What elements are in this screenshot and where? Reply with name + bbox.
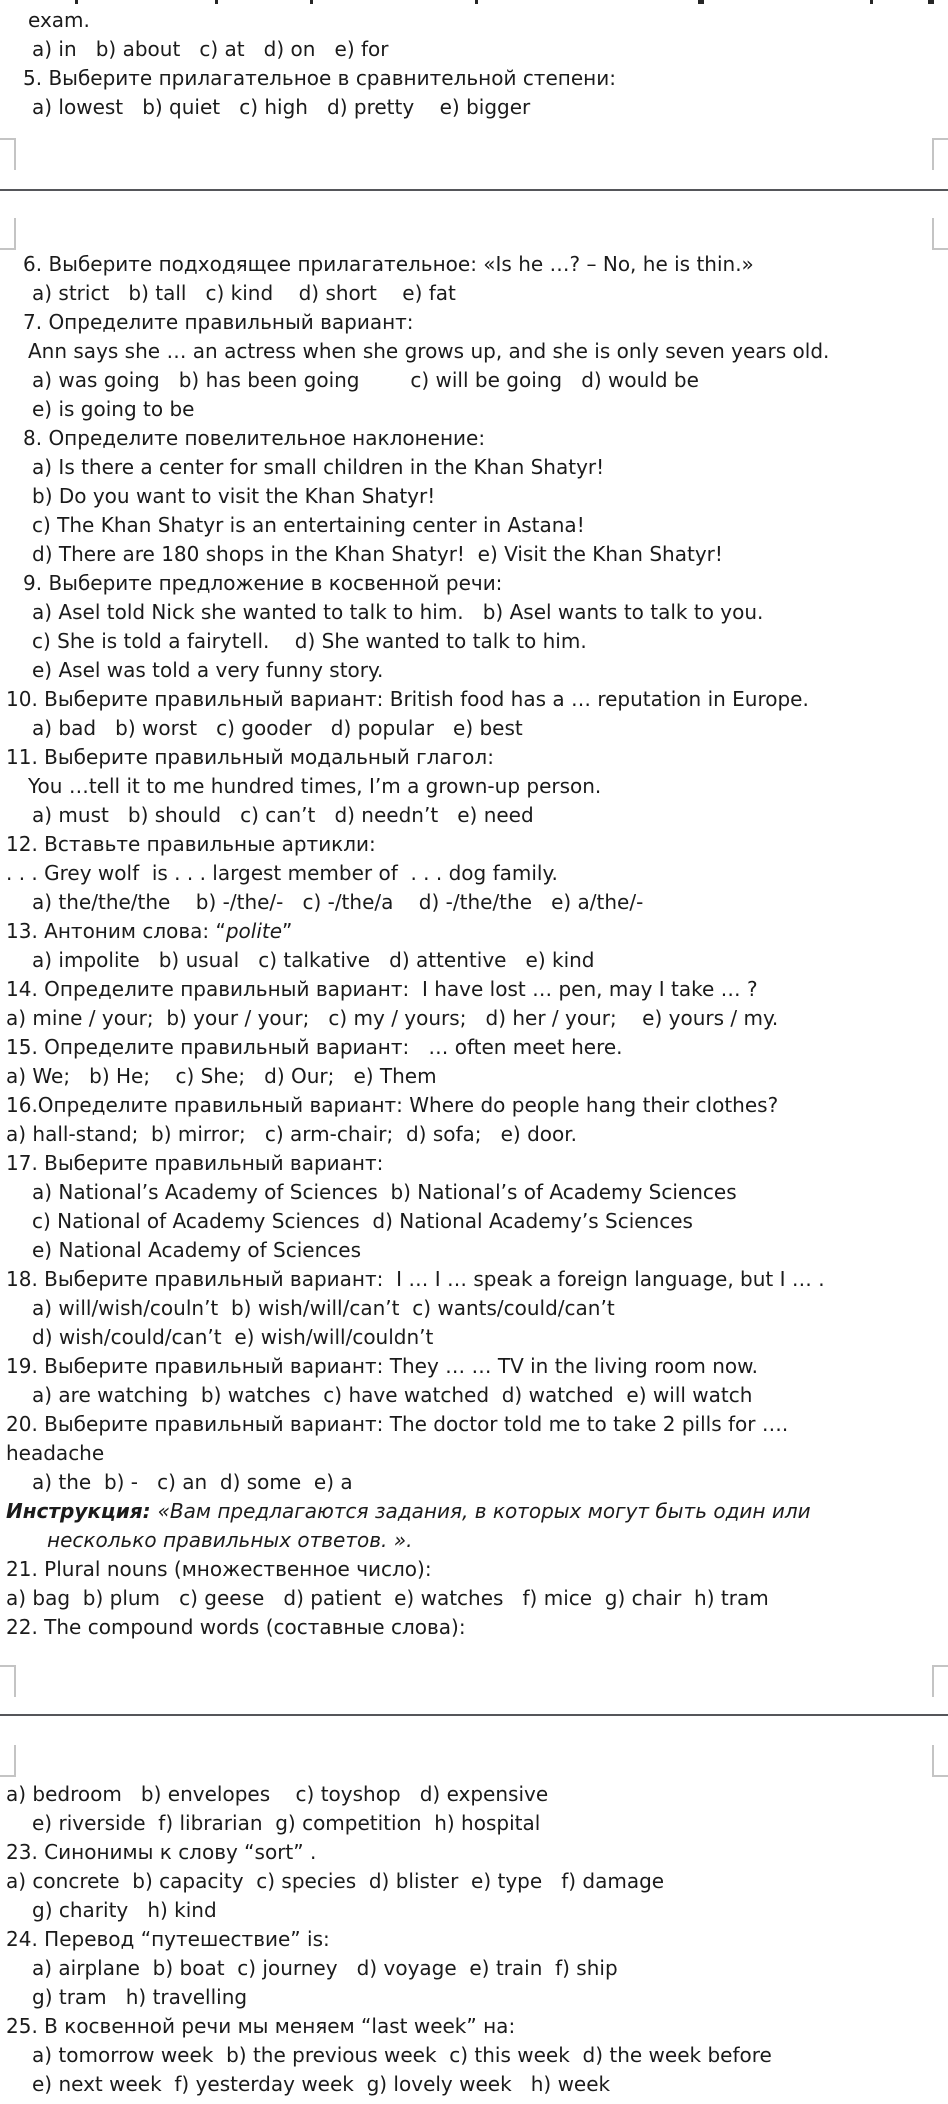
text-line	[0, 1120, 948, 1149]
text-line	[0, 2041, 948, 2070]
text-line	[0, 1381, 948, 1410]
text-line	[0, 1323, 948, 1352]
text-run: You …tell it to me hundred times, I’m a grown-up person.	[28, 774, 602, 798]
text-line	[0, 656, 948, 685]
text-line	[0, 1468, 948, 1497]
text-run: 11. Выберите правильный модальный глагол:	[6, 745, 494, 769]
letter-fragment	[870, 0, 873, 4]
text-run: c) National of Academy Sciences d) National Academy’s Sciences	[32, 1209, 693, 1233]
page-bottom-left-corner-mark	[0, 138, 16, 170]
text-line	[0, 975, 948, 1004]
text-run: a) airplane b) boat c) journey d) voyage e) train f) ship	[32, 1956, 618, 1980]
text-line	[0, 308, 948, 337]
text-line	[0, 1033, 948, 1062]
text-line	[0, 598, 948, 627]
text-line	[0, 64, 948, 93]
text-run: c) The Khan Shatyr is an entertaining center in Astana!	[32, 513, 585, 537]
text-line	[0, 1149, 948, 1178]
text-line	[0, 1439, 948, 1468]
text-run: a) hall-stand; b) mirror; c) arm-chair; d) sofa; e) door.	[6, 1122, 577, 1146]
text-run: d) wish/could/can’t e) wish/will/couldn’t	[32, 1325, 434, 1349]
text-line	[0, 1207, 948, 1236]
text-run: e) National Academy of Sciences	[32, 1238, 362, 1262]
page-top-right-corner-mark	[932, 1745, 948, 1777]
text-run: 10. Выберите правильный вариант: British food has a … reputation in Europe.	[6, 687, 809, 711]
document-text	[0, 6, 948, 2099]
page-bottom-right-corner-mark	[932, 138, 948, 170]
text-line	[0, 714, 948, 743]
text-line	[0, 1062, 948, 1091]
text-line	[0, 772, 948, 801]
text-line	[0, 1352, 948, 1381]
text-run: 5. Выберите прилагательное в сравнительной степени:	[23, 66, 616, 90]
text-line	[0, 1526, 948, 1555]
text-line	[0, 1925, 948, 1954]
text-line	[0, 2012, 948, 2041]
text-line	[0, 1867, 948, 1896]
text-line	[0, 35, 948, 64]
text-run: g) tram h) travelling	[32, 1985, 248, 2009]
page-top-left-corner-mark	[0, 1745, 16, 1777]
page-break	[0, 122, 948, 250]
text-run: 6. Выберите подходящее прилагательное: «Is he …? – No, he is thin.»	[23, 252, 754, 276]
text-run: a) was going b) has been going c) will be going d) would be	[32, 368, 699, 392]
text-line	[0, 366, 948, 395]
text-run: Ann says she … an actress when she grows up, and she is only seven years old.	[28, 339, 830, 363]
text-line	[0, 1954, 948, 1983]
text-line	[0, 801, 948, 830]
text-run: a) the/the/the b) -/the/- c) -/the/a d) -/the/the e) a/the/-	[32, 890, 644, 914]
page-divider-line	[0, 189, 948, 191]
text-run: a) are watching b) watches c) have watched d) watched e) will watch	[32, 1383, 753, 1407]
text-run: 8. Определите повелительное наклонение:	[23, 426, 486, 450]
text-run: g) charity h) kind	[32, 1898, 217, 1922]
text-run: headache	[6, 1441, 105, 1465]
text-line	[0, 830, 948, 859]
text-run: a) must b) should c) can’t d) needn’t e) need	[32, 803, 534, 827]
text-run: 19. Выберите правильный вариант: They … … TV in the living room now.	[6, 1354, 758, 1378]
text-run: polite	[225, 919, 283, 943]
text-run: a) bag b) plum c) geese d) patient e) watches f) mice g) chair h) tram	[6, 1586, 769, 1610]
text-run: 13. Антоним слова: “	[6, 919, 226, 943]
text-line	[0, 1004, 948, 1033]
text-run: a) Is there a center for small children in the Khan Shatyr!	[32, 455, 605, 479]
text-run: 23. Синонимы к слову “sort” .	[6, 1840, 317, 1864]
text-line	[0, 1983, 948, 2012]
text-run: a) in b) about c) at d) on e) for	[32, 37, 389, 61]
text-line	[0, 453, 948, 482]
text-line	[0, 511, 948, 540]
text-run: 25. В косвенной речи мы меняем “last week” на:	[6, 2014, 516, 2038]
text-line	[0, 1555, 948, 1584]
text-line	[0, 917, 948, 946]
text-run: 17. Выберите правильный вариант:	[6, 1151, 384, 1175]
text-run: 7. Определите правильный вариант:	[23, 310, 414, 334]
text-run: 16.Определите правильный вариант: Where do people hang their clothes?	[6, 1093, 779, 1117]
text-run: 12. Вставьте правильные артикли:	[6, 832, 376, 856]
text-run: 22. The compound words (составные слова):	[6, 1615, 466, 1639]
page-top-left-corner-mark	[0, 218, 16, 250]
text-line	[0, 685, 948, 714]
text-line	[0, 2070, 948, 2099]
text-run: d) There are 180 shops in the Khan Shatyr! e) Visit the Khan Shatyr!	[32, 542, 723, 566]
text-line	[0, 1780, 948, 1809]
text-run: a) tomorrow week b) the previous week c) this week d) the week before	[32, 2043, 772, 2067]
text-run: 18. Выберите правильный вариант: I … I … speak a foreign language, but I … .	[6, 1267, 825, 1291]
text-line	[0, 1265, 948, 1294]
text-run: a) Asel told Nick she wanted to talk to him. b) Asel wants to talk to you.	[32, 600, 764, 624]
text-line	[0, 1294, 948, 1323]
text-line	[0, 1896, 948, 1925]
text-run: «Вам предлагаются задания, в которых могут быть один или	[157, 1499, 811, 1523]
text-line	[0, 337, 948, 366]
text-line	[0, 424, 948, 453]
text-line	[0, 1178, 948, 1207]
text-run: a) bad b) worst c) gooder d) popular e) best	[32, 716, 523, 740]
text-run: a) will/wish/couln’t b) wish/will/can’t c) wants/could/can’t	[32, 1296, 615, 1320]
text-line	[0, 1838, 948, 1867]
text-line	[0, 1809, 948, 1838]
text-line	[0, 1091, 948, 1120]
text-line	[0, 395, 948, 424]
text-run: a) concrete b) capacity c) species d) blister e) type f) damage	[6, 1869, 665, 1893]
text-run: e) next week f) yesterday week g) lovely week h) week	[32, 2072, 611, 2096]
text-run: 9. Выберите предложение в косвенной речи:	[23, 571, 503, 595]
text-line	[0, 1497, 948, 1526]
page-bottom-right-corner-mark	[932, 1665, 948, 1697]
text-run: c) She is told a fairytell. d) She wanted to talk to him.	[32, 629, 587, 653]
text-line	[0, 540, 948, 569]
letter-fragment	[928, 0, 934, 4]
text-run: e) Asel was told a very funny story.	[32, 658, 384, 682]
text-run: ”	[282, 919, 293, 943]
text-run: несколько правильных ответов. ».	[47, 1528, 413, 1552]
page-bottom-left-corner-mark	[0, 1665, 16, 1697]
clipped-line-fragments	[0, 0, 948, 6]
text-run: a) We; b) He; c) She; d) Our; e) Them	[6, 1064, 437, 1088]
text-line	[0, 946, 948, 975]
page-top-right-corner-mark	[932, 218, 948, 250]
text-line	[0, 888, 948, 917]
page-divider-line	[0, 1714, 948, 1716]
letter-fragment	[215, 0, 218, 4]
text-run: 20. Выберите правильный вариант: The doctor told me to take 2 pills for ….	[6, 1412, 789, 1436]
text-line	[0, 859, 948, 888]
text-run: . . . Grey wolf is . . . largest member of . . . dog family.	[6, 861, 558, 885]
text-line	[0, 1584, 948, 1613]
text-line	[0, 250, 948, 279]
text-run: 21. Plural nouns (множественное число):	[6, 1557, 432, 1581]
letter-fragment	[698, 0, 704, 4]
text-line	[0, 569, 948, 598]
letter-fragment	[475, 0, 478, 4]
text-run: a) mine / your; b) your / your; c) my / yours; d) her / your; e) yours / my.	[6, 1006, 779, 1030]
text-line	[0, 1410, 948, 1439]
text-run: a) National’s Academy of Sciences b) National’s of Academy Sciences	[32, 1180, 737, 1204]
page-break	[0, 1642, 948, 1780]
letter-fragment	[310, 0, 313, 4]
text-line	[0, 482, 948, 511]
text-run: 24. Перевод “путешествие” is:	[6, 1927, 330, 1951]
text-run: exam.	[28, 8, 90, 32]
text-run: e) riverside f) librarian g) competition h) hospital	[32, 1811, 541, 1835]
text-line	[0, 1613, 948, 1642]
text-run: e) is going to be	[32, 397, 195, 421]
text-run: 15. Определите правильный вариант: … often meet here.	[6, 1035, 623, 1059]
text-run: a) strict b) tall c) kind d) short e) fat	[32, 281, 456, 305]
text-run: a) lowest b) quiet c) high d) pretty e) bigger	[32, 95, 531, 119]
text-run: a) impolite b) usual c) talkative d) attentive e) kind	[32, 948, 595, 972]
text-run: a) the b) - c) an d) some e) a	[32, 1470, 353, 1494]
text-run: Инструкция:	[6, 1499, 158, 1523]
text-line	[0, 279, 948, 308]
text-line	[0, 743, 948, 772]
letter-fragment	[75, 0, 78, 4]
text-line	[0, 6, 948, 35]
text-run: b) Do you want to visit the Khan Shatyr!	[32, 484, 436, 508]
text-run: 14. Определите правильный вариант: I have lost … pen, may I take … ?	[6, 977, 758, 1001]
text-line	[0, 1236, 948, 1265]
text-run: a) bedroom b) envelopes c) toyshop d) expensive	[6, 1782, 549, 1806]
text-line	[0, 93, 948, 122]
text-line	[0, 627, 948, 656]
